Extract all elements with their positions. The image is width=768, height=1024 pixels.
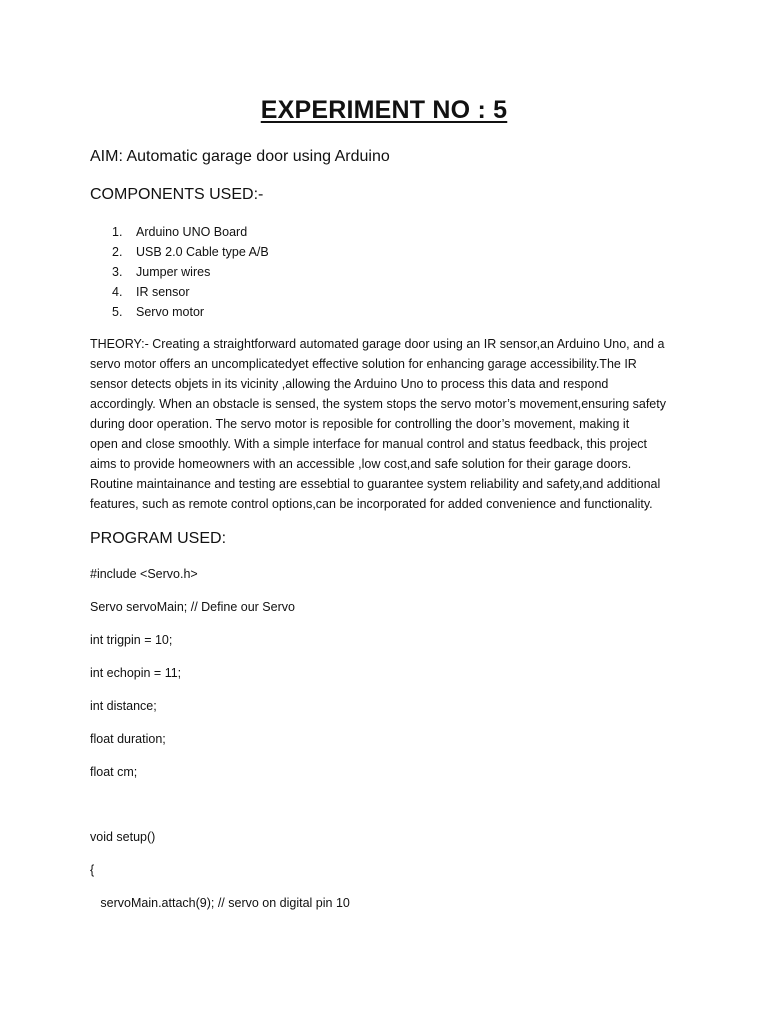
program-heading: PROGRAM USED:: [90, 530, 227, 547]
list-number: 1.: [112, 225, 123, 239]
list-number: 3.: [112, 265, 123, 279]
code-line: int distance;: [90, 699, 157, 713]
list-item: [112, 282, 269, 302]
list-item-label: Arduino UNO Board: [136, 225, 248, 239]
page-title: EXPERIMENT NO : 5: [260, 96, 508, 124]
list-number: 2.: [112, 245, 123, 259]
theory-line: THEORY:- Creating a straightforward automated garage door using an IR sensor,an Arduino Uno, and a: [90, 337, 665, 351]
theory-line: sensor detects objets in its vicinity ,allowing the Arduino Uno to process this data and respond: [90, 377, 609, 391]
code-line: #include <Servo.h>: [90, 567, 198, 581]
code-line: {: [90, 863, 95, 877]
theory-line: open and close smoothly. With a simple interface for manual control and status feedback, this project: [90, 437, 648, 451]
components-list: [112, 222, 269, 322]
theory-line: features, such as remote control options,can be incorporated for added convenience and functionality.: [90, 497, 653, 511]
aim-heading: AIM: Automatic garage door using Arduino: [90, 148, 390, 165]
theory-line: servo motor offers an uncomplicatedyet effective solution for enhancing garage accessibility.The IR: [90, 357, 637, 371]
components-heading: COMPONENTS USED:-: [90, 186, 264, 203]
code-line: int echopin = 11;: [90, 666, 182, 680]
code-line: servoMain.attach(9); // servo on digital pin 10: [90, 896, 350, 910]
list-number: 4.: [112, 285, 123, 299]
list-item: [112, 262, 269, 282]
list-item: [112, 222, 269, 242]
code-line: Servo servoMain; // Define our Servo: [90, 600, 295, 614]
theory-line: accordingly. When an obstacle is sensed, the system stops the servo motor’s movement,ensuring safety: [90, 397, 666, 411]
list-item: [112, 242, 269, 262]
list-item-label: Servo motor: [136, 305, 205, 319]
code-line: int trigpin = 10;: [90, 633, 173, 647]
code-line: float cm;: [90, 765, 138, 779]
theory-line: aims to provide homeowners with an accessible ,low cost,and safe solution for their garage doors.: [90, 457, 632, 471]
list-item-label: USB 2.0 Cable type A/B: [136, 245, 269, 259]
code-line: float duration;: [90, 732, 166, 746]
list-item-label: IR sensor: [136, 285, 190, 299]
list-item-label: Jumper wires: [136, 265, 211, 279]
theory-line: Routine maintainance and testing are essebtial to guarantee system reliability and safety,and additional: [90, 477, 661, 491]
list-item: [112, 302, 269, 322]
list-number: 5.: [112, 305, 123, 319]
theory-line: during door operation. The servo motor is reposible for controlling the door’s movement, making it: [90, 417, 630, 431]
code-line: void setup(): [90, 830, 156, 844]
theory-paragraph: [90, 334, 680, 514]
